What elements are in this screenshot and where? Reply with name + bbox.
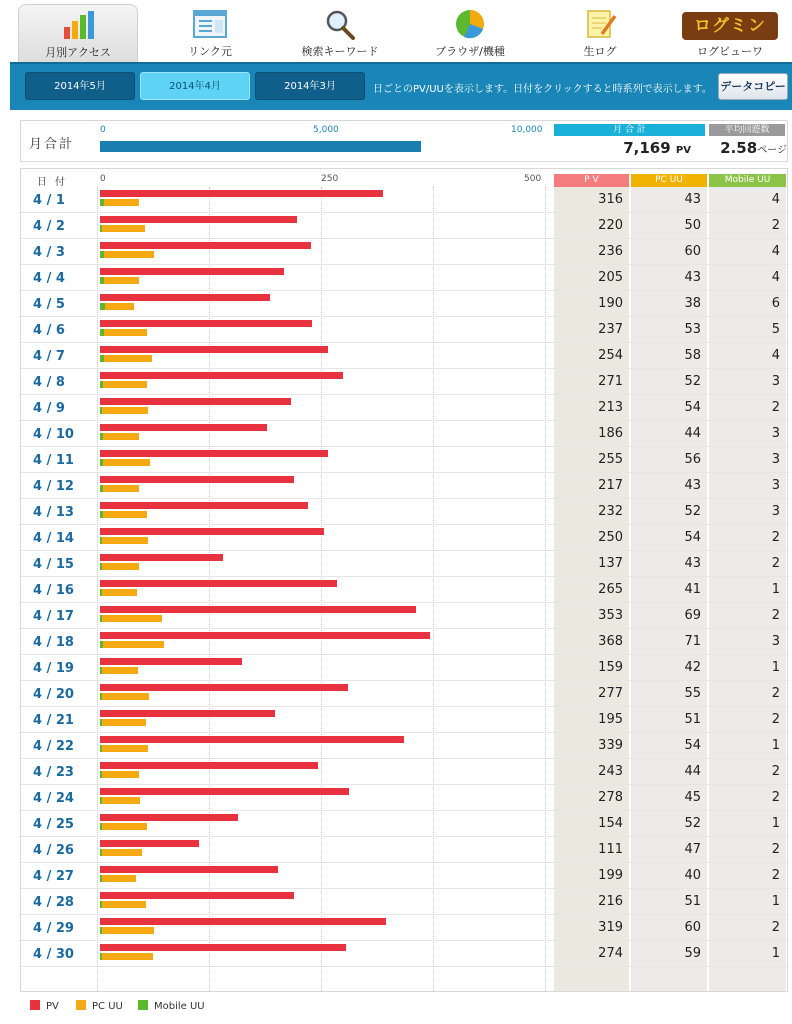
mobileuu-value: 3 (771, 426, 780, 441)
date-link[interactable]: 4 / 12 (33, 479, 74, 494)
pcuu-bar (100, 563, 139, 570)
pcuu-bar (100, 745, 148, 752)
pcuu-value: 52 (684, 816, 701, 831)
mobileuu-bar (100, 745, 102, 752)
mobileuu-value: 2 (771, 530, 780, 545)
nav-label: 検索キーワード (301, 45, 379, 58)
pv-value: 353 (598, 608, 623, 623)
pcuu-bar (100, 875, 136, 882)
table-row[interactable] (21, 577, 789, 603)
pcuu-bar (100, 823, 147, 830)
date-link[interactable]: 4 / 4 (33, 271, 65, 286)
nav-log-viewer[interactable] (670, 4, 790, 62)
pv-value: 255 (598, 452, 623, 467)
pv-value: 250 (598, 530, 623, 545)
pcuu-bar (100, 329, 147, 336)
pv-bar (100, 320, 312, 327)
logmin-logo-icon: ログミン (682, 12, 778, 40)
pcuu-bar (100, 537, 148, 544)
pcuu-value: 60 (684, 244, 701, 259)
pv-bar (100, 450, 328, 457)
table-row[interactable] (21, 187, 789, 213)
pv-bar (100, 268, 284, 275)
date-link[interactable]: 4 / 26 (33, 843, 74, 858)
nav-label: ブラウザ/機種 (435, 45, 505, 58)
pcuu-bar (100, 407, 148, 414)
pcuu-bar (100, 771, 139, 778)
pv-bar (100, 866, 278, 873)
mobileuu-value: 1 (771, 582, 780, 597)
nav-label: ログビューワ (697, 45, 763, 58)
pv-value: 277 (598, 686, 623, 701)
pv-bar (100, 398, 291, 405)
table-row[interactable] (21, 811, 789, 837)
pcuu-value: 53 (684, 322, 701, 337)
pcuu-bar (100, 641, 164, 648)
pcuu-bar (100, 615, 162, 622)
pcuu-bar (100, 953, 153, 960)
pcuu-value: 43 (684, 478, 701, 493)
monthly-scale-0: 0 (100, 125, 106, 135)
mobileuu-value: 1 (771, 738, 780, 753)
pcuu-bar (100, 667, 138, 674)
mobileuu-bar (100, 719, 102, 726)
mobileuu-value: 4 (771, 244, 780, 259)
mobileuu-bar (100, 277, 104, 284)
nav-raw-log[interactable] (540, 4, 660, 62)
pv-value: 316 (598, 192, 623, 207)
monthly-total-panel (20, 120, 788, 162)
pcuu-value: 51 (684, 712, 701, 727)
table-row[interactable] (21, 889, 789, 915)
date-link[interactable]: 4 / 11 (33, 453, 74, 468)
mobileuu-bar (100, 329, 104, 336)
monthly-pv-bar (100, 141, 421, 152)
pcuu-value: 44 (684, 426, 701, 441)
mobileuu-value: 3 (771, 374, 780, 389)
pcuu-value: 59 (684, 946, 701, 961)
pv-bar (100, 372, 343, 379)
date-link[interactable]: 4 / 15 (33, 557, 74, 572)
nav-label: 月別アクセス (45, 46, 111, 59)
pcuu-bar (100, 277, 139, 284)
pv-bar (100, 684, 348, 691)
legend-label: Mobile UU (154, 1001, 205, 1012)
pcuu-bar (100, 433, 139, 440)
mobileuu-value: 1 (771, 816, 780, 831)
mobileuu-bar (100, 433, 103, 440)
mobileuu-bar (100, 537, 102, 544)
mobileuu-bar (100, 667, 102, 674)
pv-value: 254 (598, 348, 623, 363)
legend-item-mobileuu (138, 1000, 205, 1012)
mobileuu-value: 4 (771, 348, 780, 363)
pv-value: 216 (598, 894, 623, 909)
pcuu-value: 45 (684, 790, 701, 805)
pv-value: 205 (598, 270, 623, 285)
daily-table (20, 168, 788, 992)
pv-value: 274 (598, 946, 623, 961)
mobileuu-bar (100, 485, 103, 492)
mobileuu-value: 1 (771, 946, 780, 961)
date-link[interactable]: 4 / 23 (33, 765, 74, 780)
mobileuu-bar (100, 459, 103, 466)
date-link[interactable]: 4 / 22 (33, 739, 74, 754)
month-button-2014-03[interactable]: 2014年3月 (255, 72, 365, 100)
pcuu-value: 42 (684, 660, 701, 675)
mobileuu-value: 3 (771, 452, 780, 467)
mobileuu-value: 2 (771, 842, 780, 857)
legend-label: PV (46, 1001, 59, 1012)
pcuu-value: 55 (684, 686, 701, 701)
pcuu-bar (100, 225, 145, 232)
pv-bar (100, 606, 416, 613)
table-row[interactable] (21, 759, 789, 785)
mobileuu-value: 1 (771, 660, 780, 675)
pcuu-bar (100, 511, 147, 518)
legend-label: PC UU (92, 1001, 123, 1012)
mobileuu-value: 2 (771, 686, 780, 701)
pcuu-value: 54 (684, 738, 701, 753)
date-link[interactable]: 4 / 5 (33, 297, 65, 312)
pv-bar (100, 632, 430, 639)
magnifier-icon (322, 8, 358, 40)
table-row[interactable] (21, 343, 789, 369)
date-link[interactable]: 4 / 30 (33, 947, 74, 962)
mobileuu-value: 1 (771, 894, 780, 909)
pv-bar (100, 554, 223, 561)
legend-swatch-pv (30, 1000, 40, 1010)
nav-browser-device[interactable] (410, 4, 530, 62)
pcuu-bar (100, 901, 146, 908)
pcuu-bar (100, 849, 142, 856)
mobileuu-value: 2 (771, 400, 780, 415)
pv-value: 137 (598, 556, 623, 571)
pv-value: 368 (598, 634, 623, 649)
pcuu-bar (100, 199, 139, 206)
month-toolbar (10, 62, 792, 110)
pcuu-bar (100, 251, 154, 258)
mobileuu-bar (100, 225, 102, 232)
legend-swatch-mobileuu (138, 1000, 148, 1010)
pv-bar (100, 918, 386, 925)
pv-value: 190 (598, 296, 623, 311)
pcuu-value: 50 (684, 218, 701, 233)
month-button-2014-05[interactable]: 2014年5月 (25, 72, 135, 100)
date-link[interactable]: 4 / 3 (33, 245, 65, 260)
table-row[interactable] (21, 551, 789, 577)
pv-value: 154 (598, 816, 623, 831)
table-row[interactable] (21, 863, 789, 889)
date-link[interactable]: 4 / 24 (33, 791, 74, 806)
mobileuu-bar (100, 849, 102, 856)
mobileuu-value: 4 (771, 270, 780, 285)
mobileuu-bar (100, 511, 103, 518)
pcuu-value: 43 (684, 556, 701, 571)
mobileuu-value: 4 (771, 192, 780, 207)
mobileuu-bar (100, 797, 102, 804)
pcuu-bar (100, 355, 152, 362)
table-row[interactable] (21, 603, 789, 629)
pcuu-value: 47 (684, 842, 701, 857)
pv-bar (100, 944, 346, 951)
pcuu-value: 51 (684, 894, 701, 909)
pv-bar (100, 502, 308, 509)
monthly-scale-10000: 10,000 (511, 125, 543, 135)
pv-bar (100, 762, 318, 769)
table-row[interactable] (21, 291, 789, 317)
pcuu-column-header: PC UU (631, 174, 707, 187)
monthly-total-pv: 7,169 PV (623, 139, 691, 157)
mobileuu-value: 2 (771, 868, 780, 883)
pv-value: 271 (598, 374, 623, 389)
mobileuu-value: 2 (771, 712, 780, 727)
date-link[interactable]: 4 / 9 (33, 401, 65, 416)
mobileuu-bar (100, 641, 103, 648)
pcuu-value: 52 (684, 504, 701, 519)
pcuu-bar (100, 485, 139, 492)
pv-value: 236 (598, 244, 623, 259)
average-pages-value: 2.58ページ (720, 139, 787, 157)
daily-scale-500: 500 (524, 174, 542, 184)
date-link[interactable]: 4 / 6 (33, 323, 65, 338)
pcuu-value: 56 (684, 452, 701, 467)
table-row[interactable] (21, 655, 789, 681)
date-link[interactable]: 4 / 10 (33, 427, 74, 442)
date-link[interactable]: 4 / 17 (33, 609, 74, 624)
pv-value: 243 (598, 764, 623, 779)
pv-bar (100, 736, 404, 743)
pv-value: 199 (598, 868, 623, 883)
pv-bar (100, 190, 383, 197)
pcuu-value: 44 (684, 764, 701, 779)
mobileuu-bar (100, 355, 104, 362)
pv-value: 195 (598, 712, 623, 727)
pcuu-value: 52 (684, 374, 701, 389)
pcuu-bar (100, 927, 154, 934)
pie-chart-icon (452, 8, 488, 40)
nav-search-keyword[interactable] (280, 4, 400, 62)
pv-bar (100, 346, 328, 353)
pv-bar (100, 658, 242, 665)
date-link[interactable]: 4 / 13 (33, 505, 74, 520)
mobileuu-value: 2 (771, 218, 780, 233)
table-row[interactable] (21, 941, 789, 967)
table-row[interactable] (21, 915, 789, 941)
mobileuu-value: 2 (771, 556, 780, 571)
date-link[interactable]: 4 / 27 (33, 869, 74, 884)
mobileuu-bar (100, 589, 102, 596)
pv-bar (100, 580, 337, 587)
table-row[interactable] (21, 707, 789, 733)
pv-bar (100, 424, 267, 431)
pv-value: 265 (598, 582, 623, 597)
date-column-header: 日付 (37, 177, 73, 188)
table-row[interactable] (21, 499, 789, 525)
table-row[interactable] (21, 733, 789, 759)
pv-bar (100, 528, 324, 535)
mobileuu-bar (100, 927, 102, 934)
pcuu-value: 60 (684, 920, 701, 935)
pv-value: 319 (598, 920, 623, 935)
pcuu-value: 38 (684, 296, 701, 311)
table-row[interactable] (21, 239, 789, 265)
date-link[interactable]: 4 / 25 (33, 817, 74, 832)
pv-bar (100, 294, 270, 301)
mobileuu-bar (100, 823, 102, 830)
date-link[interactable]: 4 / 1 (33, 193, 65, 208)
date-link[interactable]: 4 / 18 (33, 635, 74, 650)
date-link[interactable]: 4 / 21 (33, 713, 74, 728)
pcuu-value: 40 (684, 868, 701, 883)
pcuu-bar (100, 719, 146, 726)
table-row[interactable] (21, 265, 789, 291)
pcuu-value: 43 (684, 270, 701, 285)
bar-chart-icon (60, 9, 96, 41)
date-link[interactable]: 4 / 2 (33, 219, 65, 234)
mobileuu-bar (100, 381, 103, 388)
mobileuu-value: 2 (771, 608, 780, 623)
pcuu-value: 69 (684, 608, 701, 623)
mobileuu-bar (100, 303, 105, 310)
table-row[interactable] (21, 473, 789, 499)
mobileuu-bar (100, 563, 102, 570)
table-row[interactable] (21, 213, 789, 239)
pv-value: 220 (598, 218, 623, 233)
mobileuu-value: 5 (771, 322, 780, 337)
pv-bar (100, 216, 297, 223)
table-row[interactable] (21, 525, 789, 551)
pcuu-bar (100, 381, 147, 388)
pcuu-bar (100, 459, 150, 466)
mobileuu-bar (100, 615, 102, 622)
mobileuu-column-header: Mobile UU (709, 174, 786, 187)
pv-bar (100, 788, 349, 795)
table-row[interactable] (21, 629, 789, 655)
pv-value: 111 (598, 842, 623, 857)
pv-bar (100, 710, 275, 717)
table-row[interactable] (21, 447, 789, 473)
pcuu-bar (100, 589, 137, 596)
pv-bar (100, 476, 294, 483)
mobileuu-bar (100, 953, 102, 960)
pv-value: 159 (598, 660, 623, 675)
pcuu-value: 54 (684, 400, 701, 415)
legend-item-pcuu (76, 1000, 123, 1012)
pcuu-value: 41 (684, 582, 701, 597)
pcuu-value: 43 (684, 192, 701, 207)
monthly-scale-5000: 5,000 (313, 125, 339, 135)
month-button-2014-04[interactable]: 2014年4月 (140, 72, 250, 100)
mobileuu-bar (100, 901, 102, 908)
nav-referrer[interactable] (150, 4, 270, 62)
table-row[interactable] (21, 317, 789, 343)
pv-bar (100, 814, 238, 821)
monthly-total-header: 月 合 計 (554, 124, 705, 136)
date-link[interactable]: 4 / 19 (33, 661, 74, 676)
memo-pencil-icon (582, 8, 618, 40)
mobileuu-value: 3 (771, 634, 780, 649)
mobileuu-bar (100, 771, 102, 778)
pv-value: 232 (598, 504, 623, 519)
nav-label: リンク元 (188, 45, 232, 58)
mobileuu-value: 2 (771, 790, 780, 805)
nav-label: 生ログ (583, 45, 617, 58)
mobileuu-value: 6 (771, 296, 780, 311)
daily-scale-250: 250 (321, 174, 339, 184)
monthly-total-title: 月合計 (29, 137, 75, 152)
pcuu-value: 71 (684, 634, 701, 649)
pv-value: 339 (598, 738, 623, 753)
pv-bar (100, 892, 294, 899)
date-link[interactable]: 4 / 20 (33, 687, 74, 702)
pcuu-value: 54 (684, 530, 701, 545)
mobileuu-bar (100, 251, 104, 258)
pv-value: 186 (598, 426, 623, 441)
pv-bar (100, 840, 199, 847)
pcuu-value: 58 (684, 348, 701, 363)
mobileuu-bar (100, 875, 102, 882)
pv-value: 217 (598, 478, 623, 493)
pv-bar (100, 242, 311, 249)
date-link[interactable]: 4 / 14 (33, 531, 74, 546)
mobileuu-value: 2 (771, 920, 780, 935)
date-link[interactable]: 4 / 16 (33, 583, 74, 598)
date-link[interactable]: 4 / 8 (33, 375, 65, 390)
date-link[interactable]: 4 / 7 (33, 349, 65, 364)
legend-swatch-pcuu (76, 1000, 86, 1010)
table-row[interactable] (21, 395, 789, 421)
date-link[interactable]: 4 / 28 (33, 895, 74, 910)
nav-monthly-access[interactable] (18, 4, 138, 62)
daily-scale-0: 0 (100, 174, 106, 184)
date-link[interactable]: 4 / 29 (33, 921, 74, 936)
window-icon (192, 8, 228, 40)
mobileuu-value: 3 (771, 478, 780, 493)
average-pages-header: 平均回遊数 (709, 124, 785, 136)
pv-value: 237 (598, 322, 623, 337)
table-row[interactable] (21, 421, 789, 447)
table-row[interactable] (21, 681, 789, 707)
pcuu-bar (100, 693, 149, 700)
mobileuu-bar (100, 199, 104, 206)
mobileuu-bar (100, 407, 102, 414)
top-navigation (0, 0, 792, 62)
toolbar-info-text: 日ごとのPV/UUを表示します。日付をクリックすると時系列で表示します。 (373, 84, 712, 95)
pv-value: 213 (598, 400, 623, 415)
table-row[interactable] (21, 369, 789, 395)
table-row[interactable] (21, 785, 789, 811)
pv-value: 278 (598, 790, 623, 805)
chart-legend (20, 994, 788, 1018)
mobileuu-value: 2 (771, 764, 780, 779)
pcuu-bar (100, 797, 140, 804)
table-row[interactable] (21, 837, 789, 863)
pv-column-header: P V (554, 174, 629, 187)
mobileuu-value: 3 (771, 504, 780, 519)
legend-item-pv (30, 1000, 59, 1012)
data-copy-button[interactable]: データコピー (718, 73, 788, 100)
mobileuu-bar (100, 693, 102, 700)
